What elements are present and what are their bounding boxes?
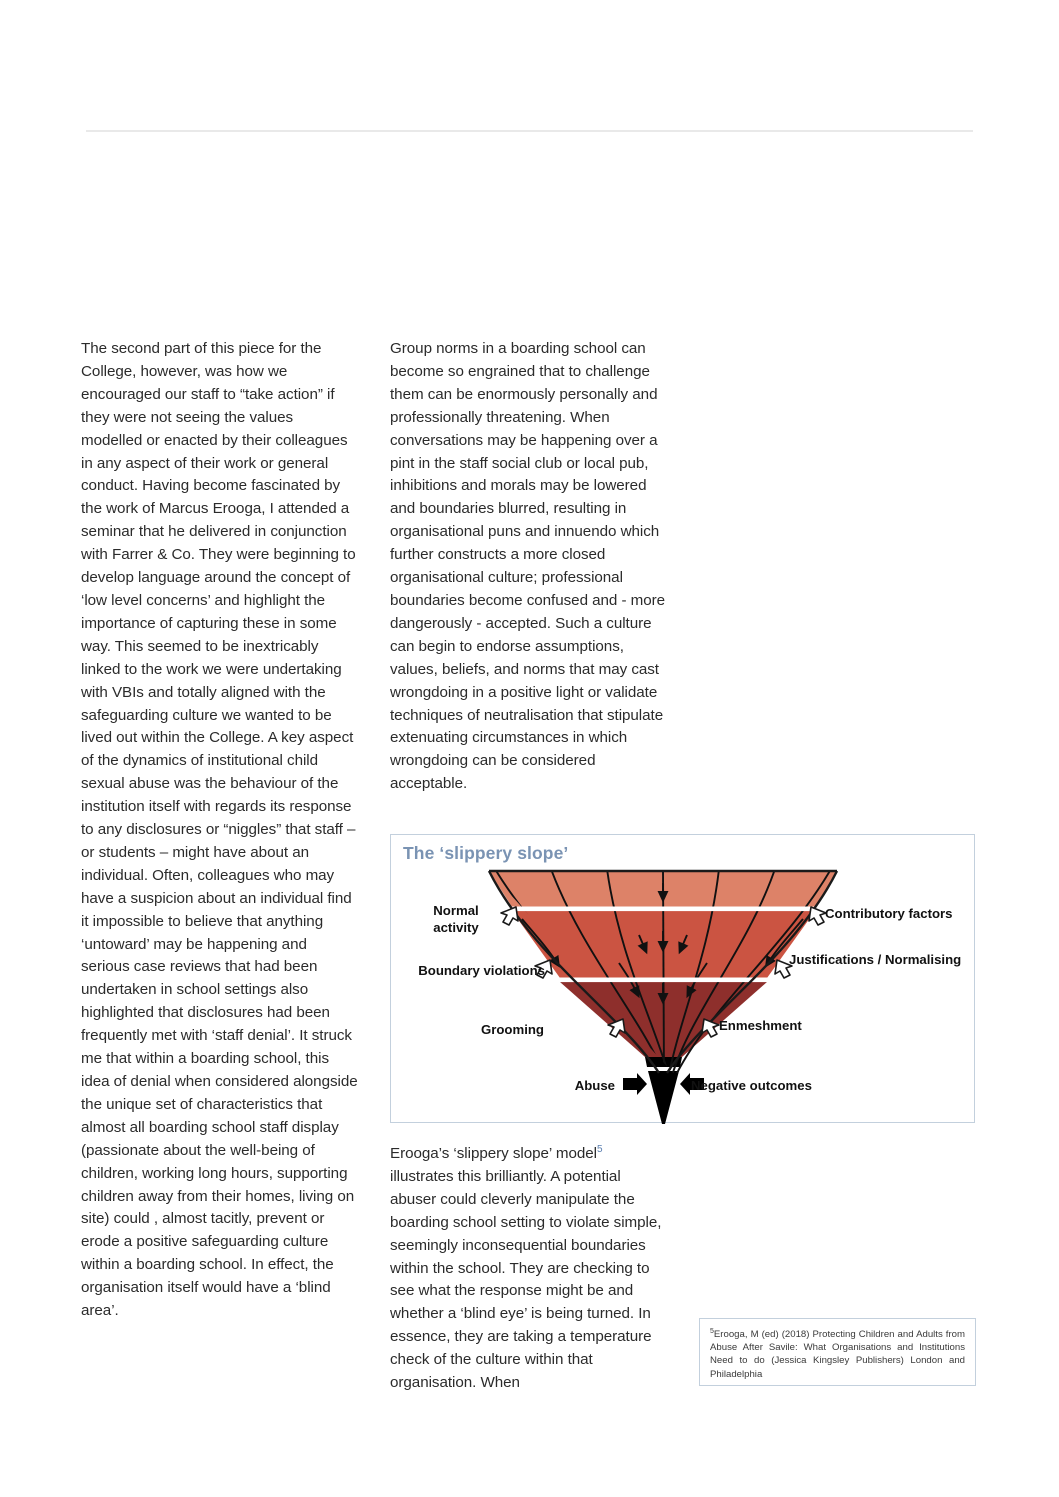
footnote-box <box>699 1318 976 1386</box>
erooga-model-rest: illustrates this brilliantly. A potential abuser could cleverly manipulate the boarding school setting to violate simple, seemingly inconsequential boundaries within the school. They are checking to see what the response might be and whether a ‘blind eye’ is being turned. In essence, they are taking a temperature check of the culture within that organisation. When <box>390 1167 662 1392</box>
figure-label-normal-activity-line2: activity <box>433 920 479 935</box>
figure-label-contributory-factors: Contributory factors <box>825 906 953 921</box>
header-divider <box>86 130 973 132</box>
figure-label-boundary-violations: Boundary violations <box>418 963 545 978</box>
footnote-marker: 5 <box>710 1327 714 1335</box>
footnote-text <box>700 1319 975 1381</box>
paragraph-right-lower <box>390 1143 670 1395</box>
footnote-reference-marker: 5 <box>596 1143 603 1155</box>
figure-label-enmeshment: Enmeshment <box>719 1018 802 1033</box>
figure-slippery-slope <box>390 834 975 1123</box>
footnote-citation: Erooga, M (ed) (2018) Protecting Children and Adults from Abuse After Savile: What Organisations and Institutions Need to do (Jessica Kingsley Publishers) London and Philadelphia <box>710 1329 965 1380</box>
figure-label-justifications-normalising: Justifications / Normalising <box>789 952 962 967</box>
body-column-right-upper <box>390 338 667 796</box>
erooga-model-lead: Erooga’s ‘slippery slope’ model <box>390 1145 597 1162</box>
figure-label-abuse: Abuse <box>574 1078 615 1093</box>
figure-label-normal-activity-line1: Normal <box>433 903 479 918</box>
figure-title: The ‘slippery slope’ <box>403 843 569 863</box>
paragraph-right-upper: Group norms in a boarding school can become so engrained that to challenge them can be enormously personally and professionally threatening. When conversations may be happening over a pint in the staff social club or local pub, inhibitions and morals may be lowered and boundaries blurred, resulting in organisational puns and innuendo which further constructs a more closed organisational culture; professional boundaries become confused and - more dangerously - accepted. Such a culture can begin to endorse assumptions, values, beliefs, and norms that may cast wrongdoing in a positive light or validate techniques of neutralisation that stipulate extenuating circumstances in which wrongdoing can be considered acceptable. <box>390 340 666 793</box>
slippery-slope-diagram <box>391 835 976 1124</box>
paragraph-left: The second part of this piece for the College, however, was how we encouraged our staff to “take action” if they were not seeing the values modelled or enacted by their colleagues in any aspect of their work or general conduct. Having become fascinated by the work of Marcus Erooga, I attended a seminar that he delivered in conjunction with Farrer & Co. They were beginning to develop language around the concept of ‘low level concerns’ and highlight the importance of capturing these in some way. This seemed to be inextricably linked to the work we were undertaking with VBIs and totally aligned with the safeguarding culture we wanted to be lived out within the College. A key aspect of the dynamics of institutional child sexual abuse was the behaviour of the institution itself with regards its response to any disclosures or “niggles” that staff – or students – might have about an individual. Often, colleagues who may have a suspicion about an individual find it impossible to believe that anything ‘untoward’ may be happening and serious case reviews that had been undertaken in school settings also highlighted that disclosures had been frequently met with ‘staff denial’. It struck me that within a boarding school, this idea of denial when considered alongside the unique set of characteristics that almost all boarding school staff display (passionate about the well-being of children, working long hours, supporting children away from their homes, living on site) could , almost tacitly, prevent or erode a positive safeguarding culture within a boarding school. In effect, the organisation itself would have a ‘blind area’. <box>81 340 358 1320</box>
figure-label-normal-activity <box>413 902 499 936</box>
figure-label-grooming: Grooming <box>480 1022 544 1037</box>
body-column-right-lower <box>390 1143 670 1395</box>
body-column-left <box>81 338 358 1323</box>
figure-label-negative-outcomes: Negative outcomes <box>691 1078 812 1093</box>
